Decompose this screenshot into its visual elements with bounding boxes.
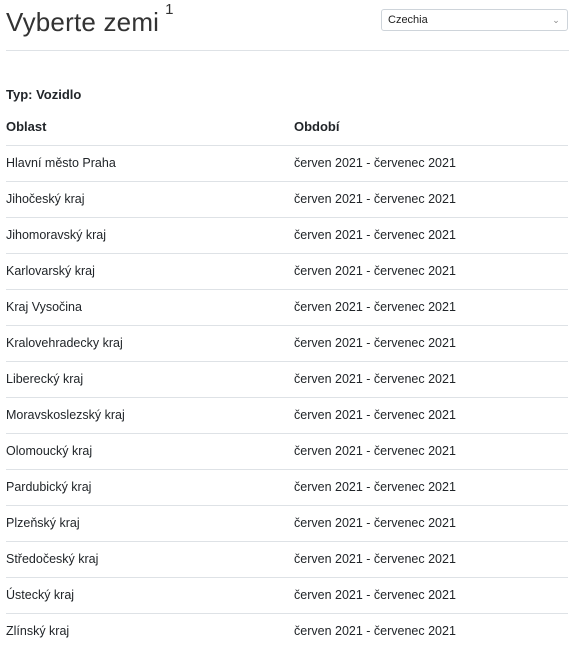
region-cell: Středočeský kraj [6, 541, 294, 577]
region-cell: Liberecký kraj [6, 361, 294, 397]
regions-table [6, 109, 568, 649]
table-row [6, 361, 568, 397]
period-cell: červen 2021 - červenec 2021 [294, 397, 568, 433]
title-footnote-marker[interactable]: 1 [165, 1, 174, 18]
table-body [6, 145, 568, 649]
type-label: Typ: Vozidlo [6, 87, 82, 102]
period-cell: červen 2021 - červenec 2021 [294, 253, 568, 289]
table-row [6, 181, 568, 217]
period-cell: červen 2021 - červenec 2021 [294, 181, 568, 217]
period-cell: červen 2021 - červenec 2021 [294, 505, 568, 541]
region-cell: Hlavní město Praha [6, 145, 294, 181]
table-row [6, 145, 568, 181]
region-cell: Ústecký kraj [6, 577, 294, 613]
table-row [6, 613, 568, 649]
period-cell: červen 2021 - červenec 2021 [294, 289, 568, 325]
region-cell: Jihomoravský kraj [6, 217, 294, 253]
table-row [6, 433, 568, 469]
period-cell: červen 2021 - červenec 2021 [294, 624, 456, 639]
country-select[interactable] [381, 9, 568, 31]
page-title-text: Vyberte zemi [6, 7, 160, 37]
table-row [6, 577, 568, 613]
table-row [6, 289, 568, 325]
chevron-down-icon: ⌄ [552, 15, 560, 25]
region-cell: Zlínský kraj [6, 624, 70, 639]
period-cell: červen 2021 - červenec 2021 [294, 541, 568, 577]
region-cell: Olomoucký kraj [6, 433, 294, 469]
table-row [6, 505, 568, 541]
column-header-oblast: Oblast [6, 109, 294, 145]
table-row [6, 541, 568, 577]
table-row [6, 253, 568, 289]
table-row [6, 469, 568, 505]
period-cell: červen 2021 - červenec 2021 [294, 145, 568, 181]
region-cell: Moravskoslezský kraj [6, 397, 294, 433]
page-title [6, 1, 174, 38]
region-cell: Kralovehradecky kraj [6, 325, 294, 361]
period-cell: červen 2021 - červenec 2021 [294, 469, 568, 505]
period-cell: červen 2021 - červenec 2021 [294, 217, 568, 253]
table-row [6, 217, 568, 253]
region-cell: Karlovarský kraj [6, 253, 294, 289]
country-select-value: Czechia [388, 14, 428, 26]
region-cell: Plzeňský kraj [6, 505, 294, 541]
region-cell: Pardubický kraj [6, 469, 294, 505]
region-cell: Kraj Vysočina [6, 289, 294, 325]
table-row [6, 397, 568, 433]
header-divider [6, 50, 569, 51]
period-cell: červen 2021 - červenec 2021 [294, 433, 568, 469]
column-header-obdobi: Období [294, 109, 568, 145]
period-cell: červen 2021 - červenec 2021 [294, 361, 568, 397]
table-header-row [6, 109, 568, 145]
table-row [6, 325, 568, 361]
region-cell: Jihočeský kraj [6, 181, 294, 217]
period-cell: červen 2021 - červenec 2021 [294, 577, 568, 613]
period-cell: červen 2021 - červenec 2021 [294, 325, 568, 361]
